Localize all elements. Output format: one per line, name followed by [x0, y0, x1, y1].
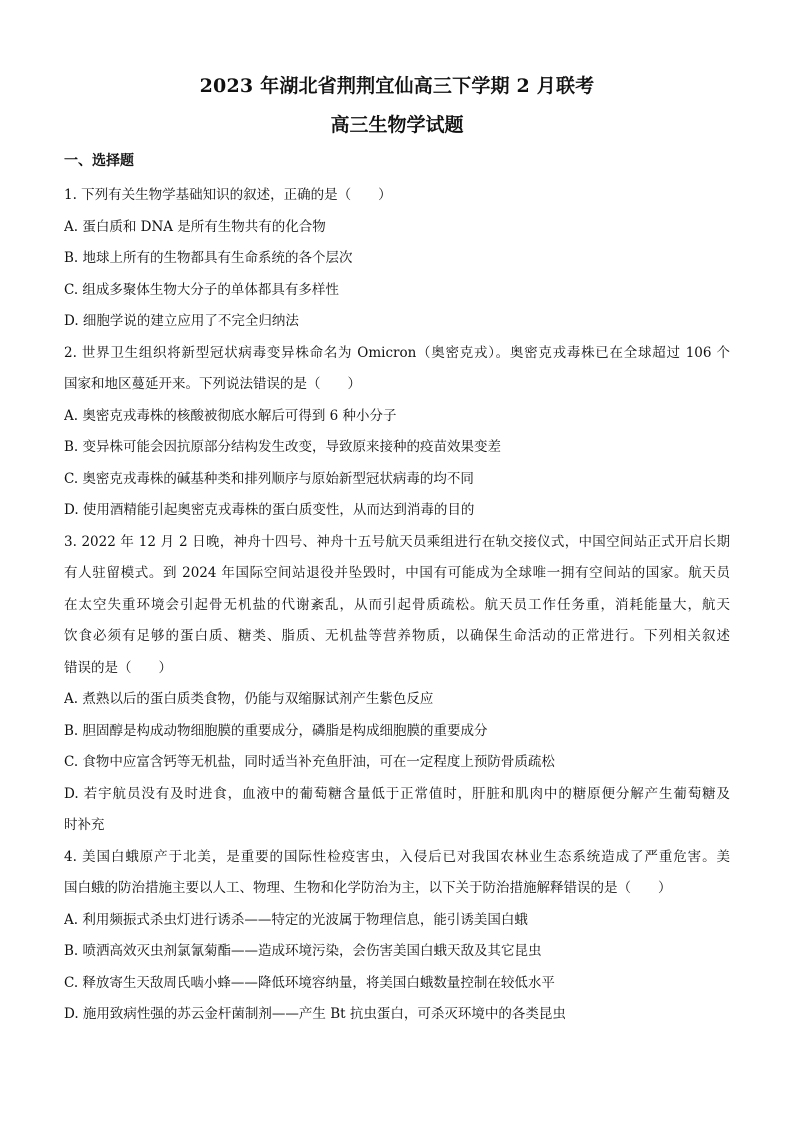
question-stem: 3. 2022 年 12 月 2 日晚，神舟十四号、神舟十五号航天员乘组进行在轨交接仪式，中国空间站正式开启长期: [64, 533, 730, 550]
option-c: C. 食物中应富含钙等无机盐，同时适当补充鱼肝油，可在一定程度上预防骨质疏松: [64, 754, 555, 770]
option-c: C. 奥密克戎毒株的碱基种类和排列顺序与原始新型冠状病毒的均不同: [64, 470, 474, 487]
question-2: [64, 338, 730, 527]
question-stem: 2. 世界卫生组织将新型冠状病毒变异株命名为 Omicron（奥密克戎）。奥密克戎毒株已在全球超过 106 个: [64, 344, 730, 361]
exam-title: 2023 年湖北省荆荆宜仙高三下学期 2 月联考: [199, 75, 595, 97]
option-d-continued: 时补充: [64, 817, 105, 833]
option-c: C. 组成多聚体生物大分子的单体都具有多样性: [64, 281, 339, 298]
option-a: A. 蛋白质和 DNA 是所有生物共有的化合物: [64, 218, 326, 235]
question-1: [64, 180, 730, 338]
option-b: B. 胆固醇是构成动物细胞膜的重要成分，磷脂是构成细胞膜的重要成分: [64, 722, 488, 739]
option-b: B. 地球上所有的生物都具有生命系统的各个层次: [64, 250, 353, 266]
exam-subtitle: 高三生物学试题: [330, 114, 464, 136]
option-d: D. 施用致病性强的苏云金杆菌制剂——产生 Bt 抗虫蛋白，可杀灭环境中的各类昆虫: [64, 1006, 566, 1022]
option-d: D. 细胞学说的建立应用了不完全归纳法: [64, 313, 299, 329]
question-stem: 1. 下列有关生物学基础知识的叙述，正确的是（ ）: [64, 187, 392, 203]
question-stem: 在太空失重环境会引起骨无机盐的代谢紊乱，从而引起骨质疏松。航天员工作任务重，消耗能量大，航天: [64, 596, 730, 613]
option-d: D. 若宇航员没有及时进食，血液中的葡萄糖含量低于正常值时，肝脏和肌肉中的糖原便分解产生葡萄糖及: [64, 785, 730, 802]
option-b: B. 变异株可能会因抗原部分结构发生改变，导致原来接种的疫苗效果变差: [64, 439, 502, 455]
question-stem: 国家和地区蔓延开来。下列说法错误的是（ ）: [64, 376, 361, 392]
option-a: A. 奥密克戎毒株的核酸被彻底水解后可得到 6 种小分子: [64, 407, 397, 424]
option-a: A. 利用频振式杀虫灯进行诱杀——特定的光波属于物理信息，能引诱美国白蛾: [64, 911, 528, 928]
option-c: C. 释放寄生天敌周氏啮小蜂——降低环境容纳量，将美国白蛾数量控制在较低水平: [64, 974, 555, 991]
question-stem: 饮食必须有足够的蛋白质、糖类、脂质、无机盐等营养物质，以确保生命活动的正常进行。下列相关叙述: [64, 628, 730, 644]
option-a: A. 煮熟以后的蛋白质类食物，仍能与双缩脲试剂产生紫色反应: [64, 691, 434, 707]
question-list: [64, 180, 730, 1031]
option-b: B. 喷洒高效灭虫剂氯氰菊酯——造成环境污染，会伤害美国白蛾天敌及其它昆虫: [64, 943, 542, 959]
question-4: [64, 842, 730, 1031]
section-heading: 一、选择题: [64, 153, 134, 169]
option-d: D. 使用酒精能引起奥密克戎毒株的蛋白质变性，从而达到消毒的目的: [64, 502, 475, 518]
question-stem: 国白蛾的防治措施主要以人工、物理、生物和化学防治为主，以下关于防治措施解释错误的是（ ）: [64, 880, 672, 896]
question-stem: 4. 美国白蛾原产于北美，是重要的国际性检疫害虫，入侵后已对我国农林业生态系统造成了严重危害。美: [64, 848, 730, 865]
question-stem: 错误的是（ ）: [64, 659, 172, 676]
question-3: [64, 527, 730, 842]
question-stem: 有人驻留模式。到 2024 年国际空间站退役并坠毁时，中国有可能成为全球唯一拥有空间站的国家。航天员: [64, 565, 730, 581]
